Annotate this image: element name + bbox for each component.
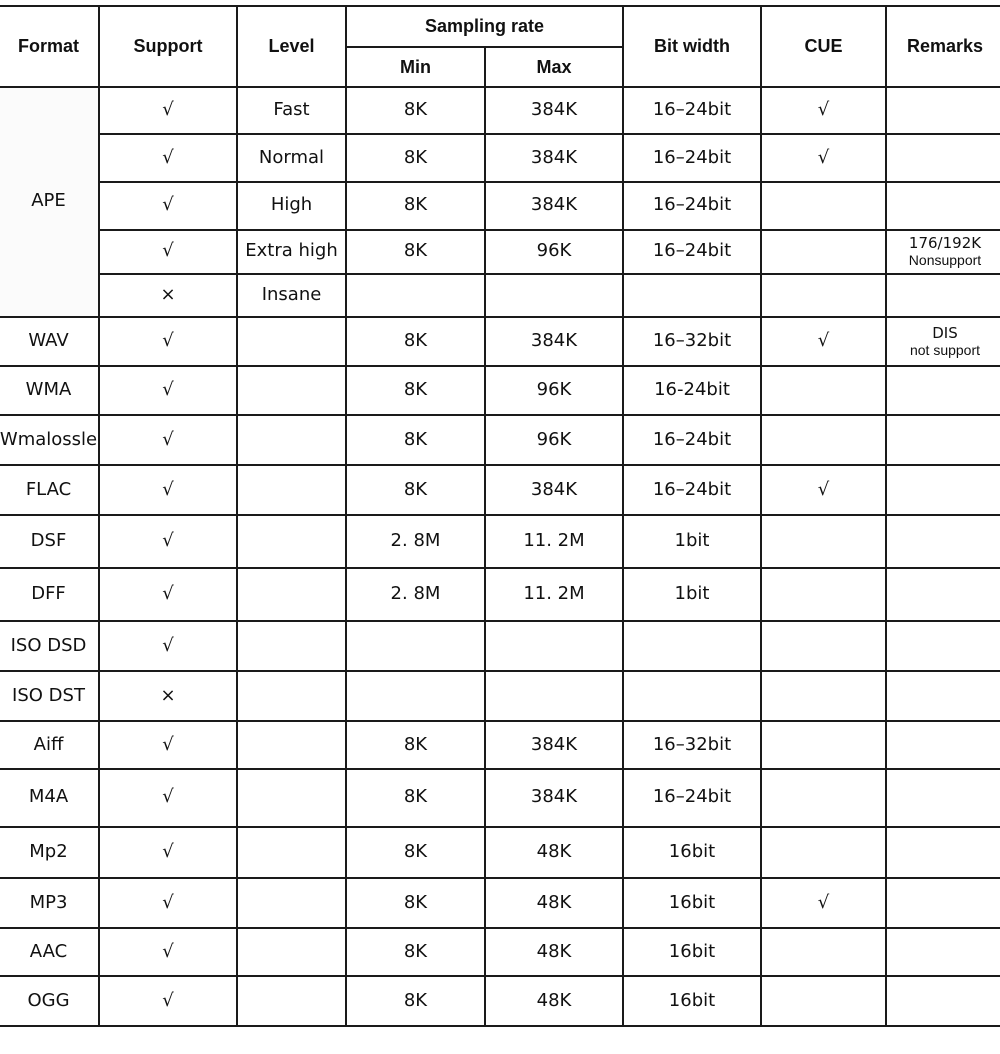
cue-cell: [761, 621, 886, 671]
level-cell: [237, 621, 346, 671]
remarks-cell: [886, 317, 1000, 367]
sampling-min-cell: 8K: [346, 134, 485, 182]
remarks-cell: [886, 568, 1000, 622]
bit-width-cell: 16–24bit: [623, 134, 761, 182]
support-cell: √: [99, 568, 237, 622]
remarks-cell: [886, 465, 1000, 515]
sampling-min-cell: [346, 621, 485, 671]
table-row: [0, 621, 1000, 671]
bit-width-cell: 16–24bit: [623, 465, 761, 515]
sampling-max-cell: 384K: [485, 769, 623, 827]
remarks-cell: [886, 274, 1000, 317]
sampling-max-cell: [485, 621, 623, 671]
remarks-cell: [886, 769, 1000, 827]
cue-cell: [761, 976, 886, 1026]
cue-cell: [761, 515, 886, 568]
sampling-max-cell: 48K: [485, 878, 623, 928]
sampling-min-cell: 8K: [346, 366, 485, 415]
table-row: [0, 976, 1000, 1026]
bit-width-cell: 16bit: [623, 976, 761, 1026]
remarks-cell: [886, 515, 1000, 568]
remarks-cell: [886, 182, 1000, 230]
format-cell: DSF: [0, 515, 99, 568]
support-cell: √: [99, 621, 237, 671]
bit-width-cell: 16–24bit: [623, 87, 761, 135]
level-cell: [237, 568, 346, 622]
header-support: Support: [99, 6, 237, 87]
table-row: [0, 568, 1000, 622]
sampling-max-cell: 48K: [485, 976, 623, 1026]
remarks-cell: [886, 827, 1000, 879]
cue-cell: √: [761, 317, 886, 367]
remarks-cell: [886, 366, 1000, 415]
sampling-min-cell: 8K: [346, 878, 485, 928]
table-row: [0, 134, 1000, 182]
remarks-cell: [886, 87, 1000, 135]
sampling-max-cell: 11. 2M: [485, 568, 623, 622]
remarks-cell: [886, 976, 1000, 1026]
table-row: [0, 827, 1000, 879]
sampling-max-cell: 384K: [485, 465, 623, 515]
support-cell: √: [99, 317, 237, 367]
table-row: [0, 415, 1000, 466]
format-cell: OGG: [0, 976, 99, 1026]
format-cell: WAV: [0, 317, 99, 367]
sampling-max-cell: 96K: [485, 366, 623, 415]
remarks-cell: [886, 721, 1000, 769]
table-row: [0, 671, 1000, 722]
cue-cell: [761, 182, 886, 230]
sampling-min-cell: 8K: [346, 415, 485, 466]
header-cue: CUE: [761, 6, 886, 87]
format-cell: MP3: [0, 878, 99, 928]
support-cell: √: [99, 976, 237, 1026]
header-bit-width: Bit width: [623, 6, 761, 87]
cue-cell: [761, 415, 886, 466]
format-cell: M4A: [0, 769, 99, 827]
format-cell: Mp2: [0, 827, 99, 879]
support-cell: √: [99, 878, 237, 928]
sampling-min-cell: 2. 8M: [346, 568, 485, 622]
sampling-min-cell: 8K: [346, 976, 485, 1026]
bit-width-cell: 16–24bit: [623, 230, 761, 275]
sampling-max-cell: 384K: [485, 182, 623, 230]
support-cell: √: [99, 415, 237, 466]
table-row: [0, 274, 1000, 317]
sampling-max-cell: 11. 2M: [485, 515, 623, 568]
header-remarks: Remarks: [886, 6, 1000, 87]
level-cell: Extra high: [237, 230, 346, 275]
sampling-min-cell: 8K: [346, 87, 485, 135]
format-cell: AAC: [0, 928, 99, 977]
remarks-cell: [886, 621, 1000, 671]
remarks-line-2: Nonsupport: [908, 252, 982, 269]
bit-width-cell: 1bit: [623, 515, 761, 568]
sampling-max-cell: 48K: [485, 827, 623, 879]
sampling-min-cell: 8K: [346, 721, 485, 769]
format-cell: Aiff: [0, 721, 99, 769]
format-cell: FLAC: [0, 465, 99, 515]
level-cell: [237, 317, 346, 367]
support-cell: √: [99, 366, 237, 415]
format-cell-ape: APE: [0, 87, 99, 317]
table-row: [0, 515, 1000, 568]
level-cell: Insane: [237, 274, 346, 317]
cue-cell: [761, 230, 886, 275]
cue-cell: √: [761, 134, 886, 182]
support-cell: √: [99, 721, 237, 769]
level-cell: [237, 366, 346, 415]
level-cell: Normal: [237, 134, 346, 182]
remarks-cell: [886, 415, 1000, 466]
support-cell: √: [99, 87, 237, 135]
bit-width-cell: 16bit: [623, 878, 761, 928]
cue-cell: [761, 721, 886, 769]
remarks-cell: [886, 671, 1000, 722]
support-cell: √: [99, 928, 237, 977]
bit-width-cell: 16bit: [623, 827, 761, 879]
sampling-min-cell: 8K: [346, 827, 485, 879]
cue-cell: [761, 671, 886, 722]
bit-width-cell: 16–24bit: [623, 182, 761, 230]
header-sampling-rate: Sampling rate: [346, 6, 623, 47]
format-cell: WMA: [0, 366, 99, 415]
remarks-cell: [886, 230, 1000, 275]
header-max: Max: [485, 47, 623, 86]
remarks-cell: [886, 878, 1000, 928]
bit-width-cell: [623, 621, 761, 671]
sampling-min-cell: 8K: [346, 317, 485, 367]
cue-cell: [761, 366, 886, 415]
table-row: [0, 182, 1000, 230]
sampling-min-cell: 8K: [346, 465, 485, 515]
bit-width-cell: 16–32bit: [623, 721, 761, 769]
level-cell: [237, 721, 346, 769]
cue-cell: √: [761, 87, 886, 135]
sampling-max-cell: 96K: [485, 415, 623, 466]
level-cell: [237, 465, 346, 515]
sampling-max-cell: 384K: [485, 134, 623, 182]
sampling-max-cell: 48K: [485, 928, 623, 977]
bit-width-cell: 1bit: [623, 568, 761, 622]
sampling-min-cell: [346, 671, 485, 722]
sampling-min-cell: 8K: [346, 182, 485, 230]
bit-width-cell: 16-24bit: [623, 366, 761, 415]
cue-cell: √: [761, 878, 886, 928]
sampling-max-cell: 384K: [485, 317, 623, 367]
support-cell: √: [99, 769, 237, 827]
remarks-cell: [886, 928, 1000, 977]
support-cell: ×: [99, 274, 237, 317]
remarks-cell: [886, 134, 1000, 182]
support-cell: √: [99, 515, 237, 568]
bit-width-cell: 16bit: [623, 928, 761, 977]
sampling-max-cell: 384K: [485, 87, 623, 135]
level-cell: [237, 769, 346, 827]
header-min: Min: [346, 47, 485, 86]
remarks-line-1: DIS: [932, 323, 958, 342]
table-row: [0, 878, 1000, 928]
sampling-min-cell: 2. 8M: [346, 515, 485, 568]
header-format: Format: [0, 6, 99, 87]
support-cell: ×: [99, 671, 237, 722]
format-cell: Wmalossle: [0, 415, 99, 466]
support-cell: √: [99, 134, 237, 182]
level-cell: [237, 976, 346, 1026]
level-cell: [237, 827, 346, 879]
support-cell: √: [99, 182, 237, 230]
table-row: [0, 928, 1000, 977]
cue-cell: [761, 568, 886, 622]
bit-width-cell: [623, 671, 761, 722]
bit-width-cell: 16–32bit: [623, 317, 761, 367]
table-row: [0, 769, 1000, 827]
support-cell: √: [99, 230, 237, 275]
table-row: [0, 721, 1000, 769]
level-cell: [237, 415, 346, 466]
support-cell: √: [99, 465, 237, 515]
cue-cell: [761, 928, 886, 977]
table-row: [0, 87, 1000, 135]
sampling-min-cell: [346, 274, 485, 317]
bit-width-cell: 16–24bit: [623, 769, 761, 827]
remarks-line-2: not support: [909, 341, 981, 358]
table-row: [0, 366, 1000, 415]
cue-cell: [761, 827, 886, 879]
level-cell: [237, 878, 346, 928]
format-cell: ISO DST: [0, 671, 99, 722]
sampling-min-cell: 8K: [346, 230, 485, 275]
level-cell: [237, 671, 346, 722]
table-row: [0, 230, 1000, 275]
sampling-min-cell: 8K: [346, 769, 485, 827]
table-row: [0, 465, 1000, 515]
remarks-line-1: 176/192K: [908, 234, 982, 253]
bit-width-cell: [623, 274, 761, 317]
format-cell: ISO DSD: [0, 621, 99, 671]
level-cell: [237, 928, 346, 977]
support-cell: √: [99, 827, 237, 879]
cue-cell: [761, 769, 886, 827]
sampling-max-cell: 384K: [485, 721, 623, 769]
sampling-max-cell: 96K: [485, 230, 623, 275]
sampling-min-cell: 8K: [346, 928, 485, 977]
cue-cell: √: [761, 465, 886, 515]
level-cell: High: [237, 182, 346, 230]
header-level: Level: [237, 6, 346, 87]
sampling-max-cell: [485, 671, 623, 722]
sampling-max-cell: [485, 274, 623, 317]
level-cell: Fast: [237, 87, 346, 135]
table-row: [0, 317, 1000, 367]
level-cell: [237, 515, 346, 568]
cue-cell: [761, 274, 886, 317]
format-support-table: [0, 5, 1000, 1027]
bit-width-cell: 16–24bit: [623, 415, 761, 466]
format-cell: DFF: [0, 568, 99, 622]
